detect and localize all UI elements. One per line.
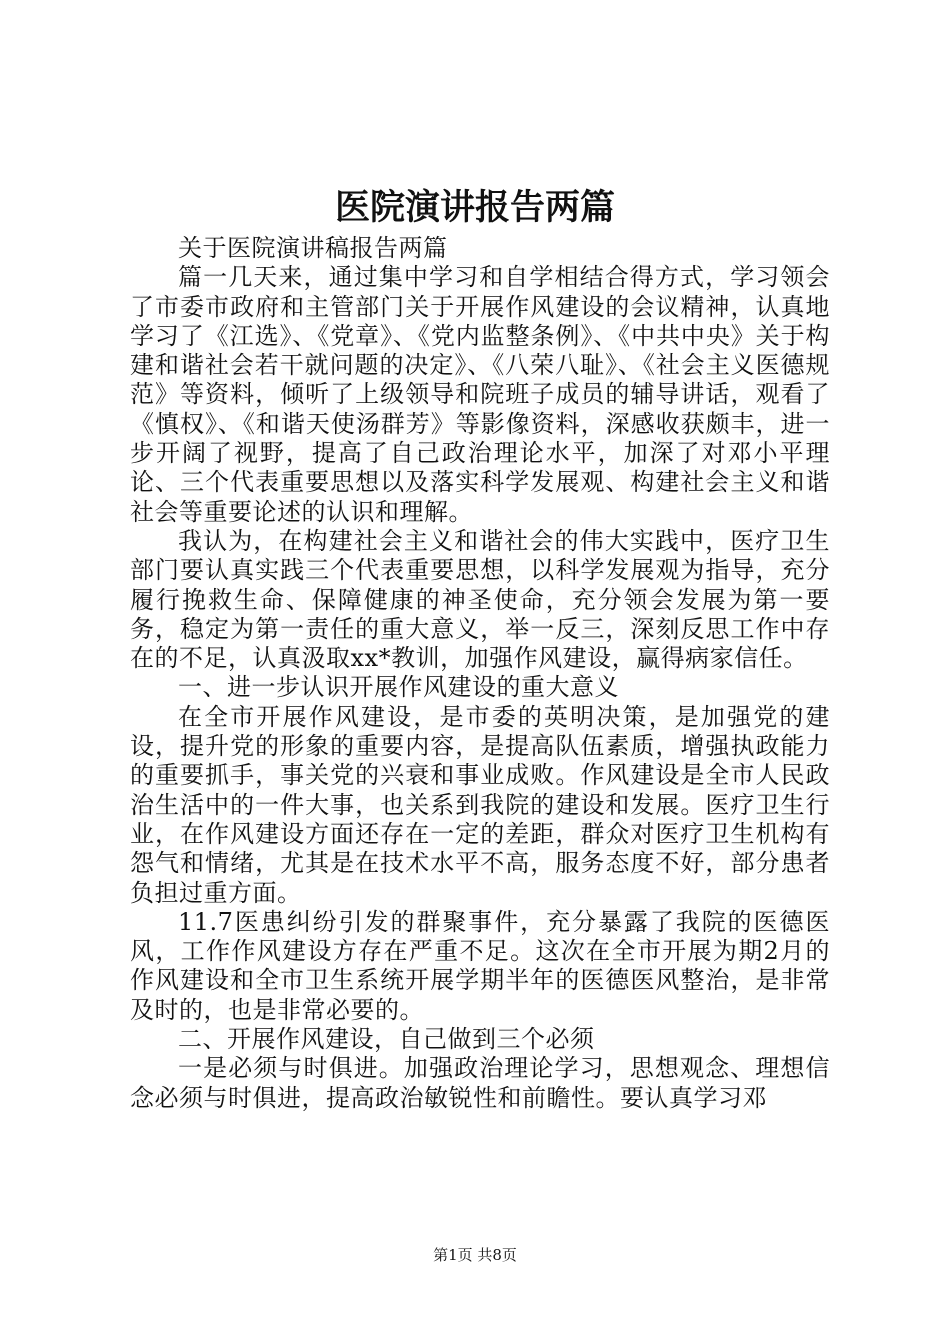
paragraph-subtitle: 关于医院演讲稿报告两篇	[178, 234, 448, 262]
paragraph-5: 一是必须与时俱进。加强政治理论学习，思想观念、理想信念必须与时俱进，提高政治敏锐性和前瞻性。要认真学习邓	[130, 1054, 830, 1112]
paragraph-1: 篇一几天来，通过集中学习和自学相结合得方式，学习领会了市委市政府和主管部门关于开展作风建设的会议精神，认真地学习了《江选》、《党章》、《党内监整条例》、《中共中央》关于构建和谐社会若干就问题的决定》、《八荣八耻》、《社会主义医德规范》等资料，倾听了上级领导和院班子成员的辅导讲话，观看了《慎权》、《和谐天使汤群芳》等影像资料，深感收获颇丰，进一步开阔了视野，提高了自己政治理论水平，加深了对邓小平理论、三个代表重要思想以及落实科学发展观、构建社会主义和谐社会等重要论述的认识和理解。	[130, 263, 830, 526]
section-heading-2: 二、开展作风建设，自己做到三个必须	[178, 1025, 595, 1054]
section-heading-1: 一、进一步认识开展作风建设的重大意义	[178, 673, 619, 702]
page-footer: 第1页 共8页	[433, 1246, 517, 1264]
document-body	[130, 234, 830, 1113]
document-title: 医院演讲报告两篇	[334, 187, 615, 228]
paragraph-4: 11.7医患纠纷引发的群聚事件，充分暴露了我院的医德医风，工作作风建设方存在严重不足。这次在全市开展为期2月的作风建设和全市卫生系统开展学期半年的医德医风整治，是非常及时的，也是非常必要的。	[130, 907, 830, 1024]
paragraph-3: 在全市开展作风建设，是市委的英明决策，是加强党的建设，提升党的形象的重要内容，是提高队伍素质，增强执政能力的重要抓手，事关党的兴衰和事业成败。作风建设是全市人民政治生活中的一件大事，也关系到我院的建设和发展。医疗卫生行业，在作风建设方面还存在一定的差距，群众对医疗卫生机构有怨气和情绪，尤其是在技术水平不高，服务态度不好，部分患者负担过重方面。	[130, 702, 830, 907]
paragraph-2: 我认为，在构建社会主义和谐社会的伟大实践中，医疗卫生部门要认真实践三个代表重要思想，以科学发展观为指导，充分履行挽救生命、保障健康的神圣使命，充分领会发展为第一要务，稳定为第一责任的重大意义，举一反三，深刻反思工作中存在的不足，认真汲取xx*教训，加强作风建设，赢得病家信任。	[130, 526, 830, 673]
